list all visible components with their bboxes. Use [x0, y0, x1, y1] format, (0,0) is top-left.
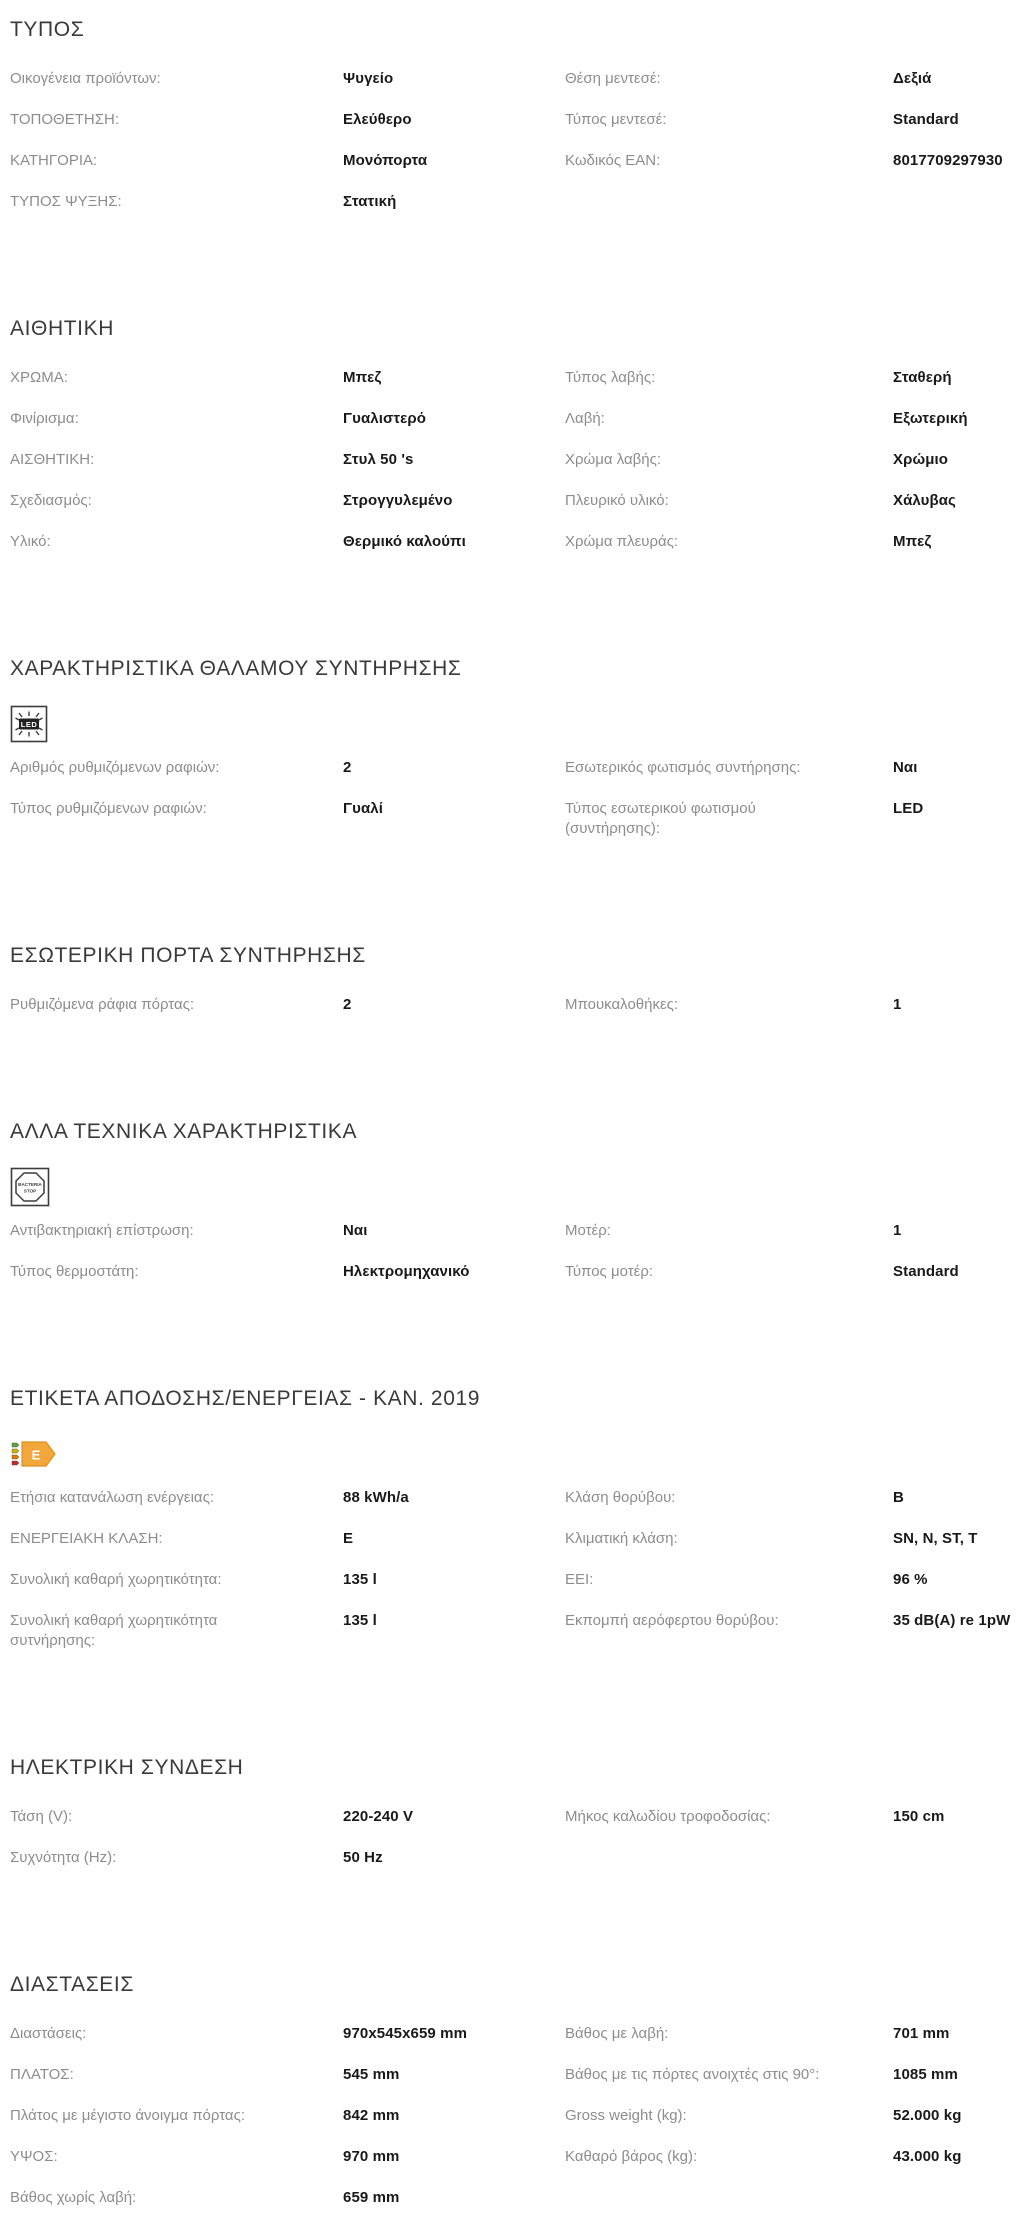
spec-row — [10, 1221, 565, 1241]
spec-row — [10, 192, 565, 212]
spec-label — [565, 1529, 893, 1549]
spec-value: Χρώμιο — [893, 451, 949, 468]
spec-value: Ψυγείο — [343, 70, 394, 87]
spec-label-text: ΠΛΑΤΟΣ: — [10, 2066, 74, 2083]
spec-value: E — [343, 1530, 354, 1547]
spec-label — [10, 151, 343, 171]
spec-label-text: Υλικό: — [10, 533, 51, 550]
spec-row — [565, 532, 1014, 552]
spec-column-left — [10, 69, 565, 233]
product-spec-sheet — [10, 18, 1024, 2229]
spec-label-text: Τύπος θερμοστάτη: — [10, 1263, 139, 1280]
spec-label — [565, 532, 893, 552]
spec-label-text: Μπουκαλοθήκες: — [565, 996, 679, 1013]
spec-value: Standard — [893, 1263, 959, 1280]
spec-value: 135 l — [343, 1571, 377, 1588]
feature-icon-row — [10, 1434, 1024, 1474]
spec-value: 8017709297930 — [893, 152, 1003, 169]
spec-value: 96 % — [893, 1571, 928, 1588]
spec-section — [10, 1120, 1024, 1303]
spec-label-text: Οικογένεια προϊόντων: — [10, 70, 161, 87]
spec-label-text: Φινίρισμα: — [10, 410, 79, 427]
spec-row — [10, 368, 565, 388]
spec-label — [10, 1529, 343, 1549]
spec-label-text: Πλάτος με μέγιστο άνοιγμα πόρτας: — [10, 2107, 245, 2124]
spec-label — [10, 1848, 343, 1868]
spec-row — [565, 151, 1014, 171]
spec-value: Μονόπορτα — [343, 152, 428, 169]
spec-label — [565, 2065, 893, 2085]
spec-row — [565, 368, 1014, 388]
spec-label-text: Διαστάσεις: — [10, 2025, 87, 2042]
energy-class-letter: E — [31, 1447, 41, 1463]
spec-row — [10, 409, 565, 429]
spec-value: 50 Hz — [343, 1849, 383, 1866]
spec-row — [565, 450, 1014, 470]
spec-value: Στατική — [343, 193, 397, 210]
spec-pairs — [10, 368, 1024, 573]
spec-label-text: ΚΑΤΗΓΟΡΙΑ: — [10, 152, 98, 169]
spec-label-text: ΤΥΠΟΣ ΨΥΞΗΣ: — [10, 193, 122, 210]
spec-value: Στυλ 50 's — [343, 451, 414, 468]
spec-column-left — [10, 1807, 565, 1889]
spec-value: Ναι — [343, 1222, 368, 1239]
spec-label-text: ΑΙΣΘΗΤΙΚΗ: — [10, 451, 95, 468]
spec-row — [565, 1570, 1014, 1590]
spec-label — [10, 110, 343, 130]
spec-value: 35 dB(A) re 1pW — [893, 1612, 1011, 1629]
spec-label — [10, 69, 343, 89]
spec-label-text: Εσωτερικός φωτισμός συντήρησης: — [565, 759, 801, 776]
spec-label — [565, 2106, 893, 2126]
spec-label-text: Αριθμός ρυθμιζόμενων ραφιών: — [10, 759, 220, 776]
spec-label-text: ΥΨΟΣ: — [10, 2148, 58, 2165]
spec-value: 1 — [893, 996, 902, 1013]
spec-label — [565, 1221, 893, 1241]
spec-value: 545 mm — [343, 2066, 400, 2083]
spec-label — [10, 2024, 343, 2044]
spec-row — [10, 2147, 565, 2167]
spec-row — [565, 2065, 1014, 2085]
spec-label — [10, 1807, 343, 1827]
spec-row — [10, 2188, 565, 2208]
spec-row — [565, 799, 1014, 839]
spec-label — [10, 2147, 343, 2167]
spec-value: 2 — [343, 759, 352, 776]
spec-label-text: ΤΟΠΟΘΕΤΗΣΗ: — [10, 111, 119, 128]
spec-pairs — [10, 2024, 1024, 2229]
spec-label — [565, 69, 893, 89]
spec-label-text: Μήκος καλωδίου τροφοδοσίας: — [565, 1808, 771, 1825]
spec-row — [565, 2106, 1014, 2126]
spec-column-right — [565, 2024, 1014, 2188]
feature-icon-row — [10, 1167, 1024, 1207]
spec-value: 43.000 kg — [893, 2148, 962, 2165]
spec-row — [565, 1488, 1014, 1508]
section-title: ΗΛΕΚΤΡΙΚΗ ΣΥΝΔΕΣΗ — [10, 1756, 244, 1779]
spec-row — [10, 1611, 565, 1651]
spec-row — [565, 1221, 1014, 1241]
spec-section — [10, 1387, 1024, 1672]
spec-label — [10, 799, 343, 819]
spec-value: 970x545x659 mm — [343, 2025, 468, 2042]
spec-label — [10, 450, 343, 470]
spec-value: Μπεζ — [893, 533, 932, 550]
spec-value: Δεξιά — [893, 70, 932, 87]
spec-label-text: Gross weight (kg): — [565, 2107, 687, 2124]
spec-label — [565, 1488, 893, 1508]
spec-label — [565, 368, 893, 388]
spec-label-text: Εκπομπή αερόφερτου θορύβου: — [565, 1612, 779, 1629]
spec-label — [10, 1570, 343, 1590]
spec-value: 2 — [343, 996, 352, 1013]
spec-label-text: Συνολική καθαρή χωρητικότητα: — [10, 1571, 222, 1588]
spec-value: LED — [893, 800, 924, 817]
spec-label-text: Τύπος εσωτερικού φωτισμού (συντήρησης): — [565, 800, 756, 837]
spec-section — [10, 1973, 1024, 2229]
spec-label-text: Καθαρό βάρος (kg): — [565, 2148, 698, 2165]
spec-label — [10, 1611, 343, 1651]
spec-value: 135 l — [343, 1612, 377, 1629]
spec-label — [10, 491, 343, 511]
section-title: ΤΥΠΟΣ — [10, 18, 85, 41]
spec-row — [10, 532, 565, 552]
spec-value: 88 kWh/a — [343, 1489, 409, 1506]
spec-row — [565, 1807, 1014, 1827]
spec-label — [565, 2147, 893, 2167]
spec-value: Ελεύθερο — [343, 111, 412, 128]
led-icon — [10, 704, 48, 744]
spec-label — [10, 995, 343, 1015]
spec-label-text: Ετήσια κατανάλωση ενέργειας: — [10, 1489, 214, 1506]
spec-label-text: Λαβή: — [565, 410, 605, 427]
bacteria-stop-icon — [10, 1167, 50, 1207]
spec-value: Μπεζ — [343, 369, 382, 386]
spec-row — [565, 409, 1014, 429]
spec-label — [10, 532, 343, 552]
spec-row — [10, 995, 565, 1015]
spec-section — [10, 18, 1024, 233]
section-title: ΕΤΙΚΕΤΑ ΑΠΟΔΟΣΗΣ/ΕΝΕΡΓΕΙΑΣ - ΚΑΝ. 2019 — [10, 1387, 481, 1410]
spec-value: Χάλυβας — [893, 492, 956, 509]
spec-row — [10, 758, 565, 778]
spec-column-left — [10, 2024, 565, 2229]
spec-row — [10, 2065, 565, 2085]
spec-label-text: Ρυθμιζόμενα ράφια πόρτας: — [10, 996, 195, 1013]
spec-label — [565, 1611, 893, 1631]
spec-value: Ναι — [893, 759, 918, 776]
spec-label-text: Κλιματική κλάση: — [565, 1530, 678, 1547]
spec-value: 659 mm — [343, 2189, 400, 2206]
spec-column-right — [565, 995, 1014, 1036]
spec-label-text: Χρώμα λαβής: — [565, 451, 662, 468]
spec-label-text: ΧΡΩΜΑ: — [10, 369, 68, 386]
section-title: ΔΙΑΣΤΑΣΕΙΣ — [10, 1973, 134, 1996]
spec-label — [565, 2024, 893, 2044]
spec-label — [565, 758, 893, 778]
spec-label — [10, 758, 343, 778]
spec-column-right — [565, 69, 1014, 192]
spec-label — [10, 2106, 343, 2126]
spec-label — [10, 409, 343, 429]
spec-column-left — [10, 1221, 565, 1303]
spec-section — [10, 944, 1024, 1036]
spec-value: Θερμικό καλούπι — [343, 533, 466, 550]
spec-row — [565, 758, 1014, 778]
spec-label — [565, 1570, 893, 1590]
spec-label — [565, 409, 893, 429]
spec-row — [10, 69, 565, 89]
spec-row — [10, 2106, 565, 2126]
spec-value: Ηλεκτρομηχανικό — [343, 1263, 470, 1280]
spec-label-text: Κλάση θορύβου: — [565, 1489, 676, 1506]
spec-value: Standard — [893, 111, 959, 128]
spec-column-right — [565, 1807, 1014, 1848]
spec-row — [10, 450, 565, 470]
spec-label — [565, 450, 893, 470]
spec-label-text: EEI: — [565, 1571, 594, 1588]
spec-label-text: Τάση (V): — [10, 1808, 73, 1825]
spec-pairs — [10, 758, 1024, 860]
spec-row — [10, 110, 565, 130]
spec-value: 150 cm — [893, 1808, 945, 1825]
spec-value: Γυαλί — [343, 800, 383, 817]
spec-label-text: Βάθος χωρίς λαβή: — [10, 2189, 137, 2206]
bacteria-stop-icon-label-2: STOP — [23, 1188, 37, 1194]
spec-row — [10, 1488, 565, 1508]
spec-row — [565, 995, 1014, 1015]
spec-pairs — [10, 995, 1024, 1036]
spec-label — [565, 491, 893, 511]
spec-label — [10, 2065, 343, 2085]
spec-column-left — [10, 758, 565, 840]
spec-row — [10, 1262, 565, 1282]
spec-label — [10, 192, 343, 212]
spec-row — [10, 1848, 565, 1868]
spec-label-text: Τύπος λαβής: — [565, 369, 656, 386]
spec-pairs — [10, 69, 1024, 233]
spec-value: SN, N, ST, T — [893, 1530, 978, 1547]
spec-label — [10, 368, 343, 388]
spec-label-text: Αντιβακτηριακή επίστρωση: — [10, 1222, 194, 1239]
spec-label-text: Συχνότητα (Hz): — [10, 1849, 117, 1866]
spec-label — [565, 1807, 893, 1827]
feature-icon-row — [10, 704, 1024, 744]
spec-label-text: Κωδικός EAN: — [565, 152, 661, 169]
spec-row — [10, 1529, 565, 1549]
spec-row — [565, 69, 1014, 89]
spec-row — [10, 2024, 565, 2044]
spec-value: 701 mm — [893, 2025, 950, 2042]
spec-label-text: Πλευρικό υλικό: — [565, 492, 669, 509]
spec-label-text: Χρώμα πλευράς: — [565, 533, 679, 550]
spec-row — [565, 491, 1014, 511]
bacteria-stop-icon-label-1: BACTERIA — [18, 1182, 42, 1187]
spec-row — [565, 2147, 1014, 2167]
spec-label-text: Βάθος με λαβή: — [565, 2025, 669, 2042]
spec-section — [10, 657, 1024, 860]
spec-label-text: Τύπος μοτέρ: — [565, 1263, 654, 1280]
spec-column-right — [565, 368, 1014, 573]
led-icon-label: LED — [20, 720, 38, 729]
spec-value: Σταθερή — [893, 369, 952, 386]
spec-row — [10, 799, 565, 819]
spec-value: 1 — [893, 1222, 902, 1239]
spec-row — [565, 1611, 1014, 1631]
spec-section — [10, 1756, 1024, 1889]
section-title: ΑΛΛΑ ΤΕΧΝΙΚΑ ΧΑΡΑΚΤΗΡΙΣΤΙΚΑ — [10, 1120, 358, 1143]
spec-pairs — [10, 1807, 1024, 1889]
spec-row — [565, 110, 1014, 130]
spec-label-text: Θέση μεντεσέ: — [565, 70, 661, 87]
spec-label-text: Τύπος μεντεσέ: — [565, 111, 667, 128]
section-title: ΕΣΩΤΕΡΙΚΗ ΠΟΡΤΑ ΣΥΝΤΗΡΗΣΗΣ — [10, 944, 366, 967]
spec-value: 970 mm — [343, 2148, 400, 2165]
spec-row — [10, 151, 565, 171]
spec-label-text: ΕΝΕΡΓΕΙΑΚΗ ΚΛΑΣΗ: — [10, 1530, 163, 1547]
spec-value: 220-240 V — [343, 1808, 414, 1825]
spec-value: Εξωτερική — [893, 410, 968, 427]
spec-column-left — [10, 368, 565, 573]
spec-label — [565, 995, 893, 1015]
spec-label-text: Σχεδιασμός: — [10, 492, 92, 509]
spec-column-right — [565, 758, 1014, 860]
spec-pairs — [10, 1221, 1024, 1303]
spec-value: Στρογγυλεμένο — [343, 492, 453, 509]
spec-value: Γυαλιστερό — [343, 410, 426, 427]
spec-row — [10, 1807, 565, 1827]
spec-label — [565, 1262, 893, 1282]
spec-label-text: Μοτέρ: — [565, 1222, 611, 1239]
spec-label — [10, 1488, 343, 1508]
spec-row — [565, 1529, 1014, 1549]
spec-label-text: Συνολική καθαρή χωρητικότητα συτνήρησης: — [10, 1612, 218, 1649]
section-title: ΑΙΘΗΤΙΚΗ — [10, 317, 114, 340]
spec-value: B — [893, 1489, 904, 1506]
spec-column-right — [565, 1488, 1014, 1652]
spec-column-left — [10, 1488, 565, 1672]
spec-value: 52.000 kg — [893, 2107, 962, 2124]
spec-column-right — [565, 1221, 1014, 1303]
spec-label — [10, 1221, 343, 1241]
spec-row — [10, 1570, 565, 1590]
spec-section — [10, 317, 1024, 573]
spec-column-left — [10, 995, 565, 1036]
spec-pairs — [10, 1488, 1024, 1672]
spec-label — [10, 2188, 343, 2208]
spec-label — [10, 1262, 343, 1282]
spec-row — [565, 2024, 1014, 2044]
spec-row — [10, 491, 565, 511]
energy-class-icon — [10, 1439, 58, 1469]
spec-label — [565, 151, 893, 171]
spec-label-text: Βάθος με τις πόρτες ανοιχτές στις 90°: — [565, 2066, 820, 2083]
spec-value: 842 mm — [343, 2107, 400, 2124]
spec-label — [565, 799, 893, 839]
spec-row — [565, 1262, 1014, 1282]
spec-value: 1085 mm — [893, 2066, 958, 2083]
spec-label — [565, 110, 893, 130]
section-title: ΧΑΡΑΚΤΗΡΙΣΤΙΚΑ ΘΑΛΑΜΟΥ ΣΥΝΤΗΡΗΣΗΣ — [10, 657, 462, 680]
spec-label-text: Τύπος ρυθμιζόμενων ραφιών: — [10, 800, 207, 817]
